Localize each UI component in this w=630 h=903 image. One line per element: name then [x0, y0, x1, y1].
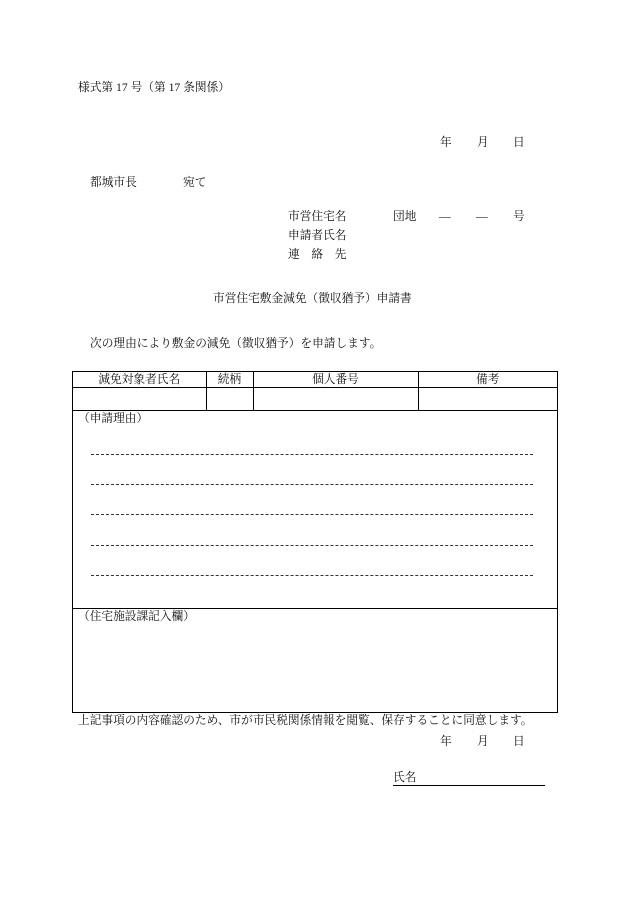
application-table: [72, 371, 558, 713]
room-dash: —: [476, 210, 488, 223]
cell-target-name: [73, 388, 206, 411]
header-remarks: 備考: [418, 372, 557, 388]
document-title: 市営住宅敷金減免（徴収猶予）申請書: [213, 292, 412, 305]
date-day-label: 日: [513, 136, 525, 149]
target-person-table: [73, 372, 557, 411]
cell-remarks: [418, 388, 557, 411]
danchi-label: 団地: [393, 210, 417, 223]
cell-relationship: [206, 388, 253, 411]
office-use-section: [73, 608, 557, 713]
header-relationship: 続柄: [206, 372, 253, 388]
table-row: [73, 388, 557, 411]
contact-label: 連 絡 先: [288, 248, 347, 261]
header-target-name: 減免対象者氏名: [73, 372, 206, 388]
table-header-row: [73, 372, 557, 388]
applicant-name-label: 申請者氏名: [288, 229, 347, 242]
room-number-label: 号: [513, 210, 525, 223]
date-year-label: 年: [440, 136, 452, 149]
form-number: 様式第 17 号（第 17 条関係）: [78, 81, 230, 94]
reason-line-3: [91, 514, 533, 515]
reason-line-2: [91, 484, 533, 485]
intro-text: 次の理由により敷金の減免（徴収猶予）を申請します。: [90, 337, 382, 350]
housing-name-label: 市営住宅名: [288, 210, 347, 223]
building-dash: —: [439, 210, 451, 223]
reason-line-5: [91, 575, 533, 576]
header-individual-number: 個人番号: [253, 372, 418, 388]
date-month-label: 月: [477, 136, 489, 149]
office-label: （住宅施設課記入欄）: [78, 610, 195, 623]
date-bottom-day-label: 日: [513, 735, 525, 748]
addressee-suffix: 宛て: [183, 176, 207, 189]
reason-line-1: [91, 454, 533, 455]
reason-label: （申請理由）: [78, 412, 149, 425]
date-bottom-year-label: 年: [440, 735, 452, 748]
reason-line-4: [91, 545, 533, 546]
signature-label: 氏名: [393, 771, 417, 784]
signature-line: [393, 771, 545, 786]
addressee-name: 都城市長: [90, 176, 137, 189]
date-bottom-month-label: 月: [477, 735, 489, 748]
cell-individual-number: [253, 388, 418, 411]
consent-text: 上記事項の内容確認のため、市が市民税関係情報を閲覧、保存することに同意します。: [78, 714, 533, 727]
